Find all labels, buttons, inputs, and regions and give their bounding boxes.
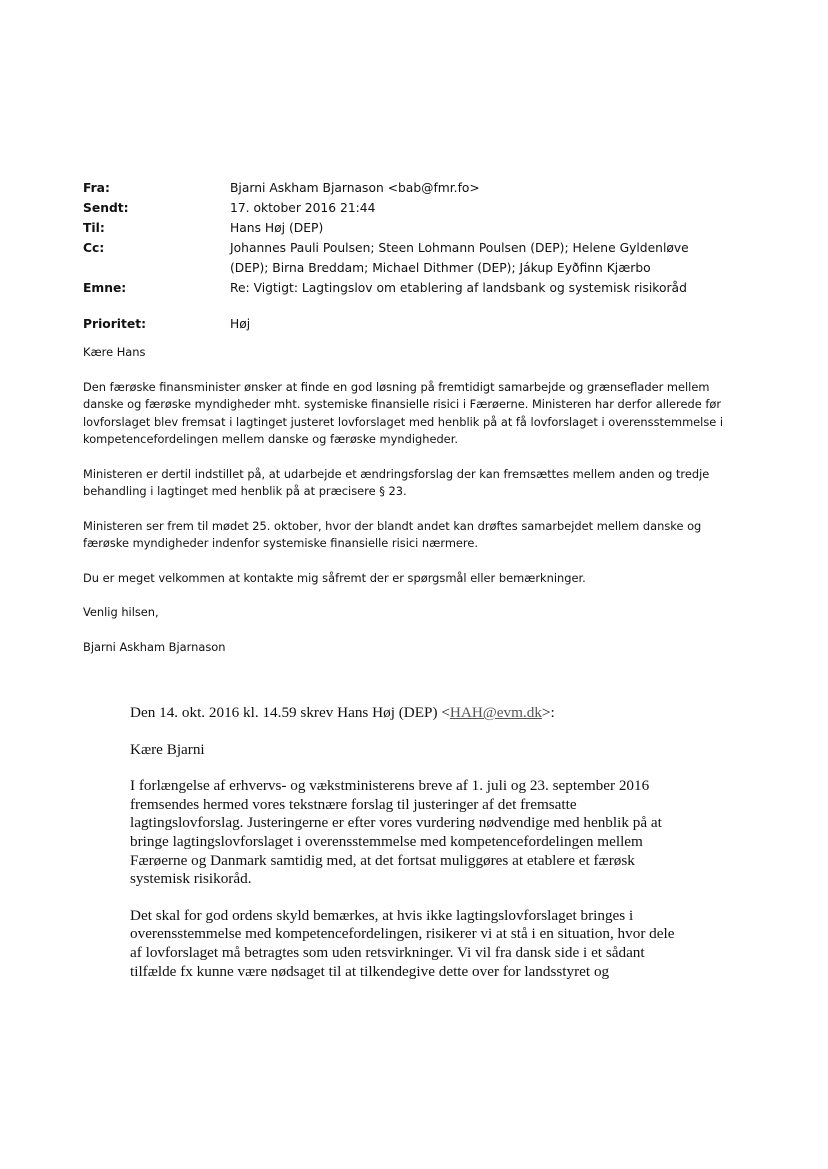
reply-paragraph: Du er meget velkommen at kontakte mig såfremt der er spørgsmål eller bemærkninger.	[83, 570, 586, 585]
subject-label: Emne:	[83, 281, 127, 295]
quoted-intro-suffix: >:	[541, 704, 555, 721]
reply-paragraph: Ministeren ser frem til mødet 25. oktober, hvor der blandt andet kan drøftes samarbejdet mellem danske og færøske myndigheder indenfor systemiske finansielle risici nærmere.	[83, 518, 702, 550]
reply-signature: Bjarni Askham Bjarnason	[83, 639, 226, 654]
email-header	[83, 178, 783, 334]
priority-label: Prioritet:	[83, 317, 147, 331]
quoted-paragraph: I forlængelse af erhvervs- og vækstministerens breve af 1. juli og 23. september 2016 fremsendes hermed vores tekstnære forslag til justeringer af det fremsatte lagtingslovforslag. Justeringerne er efter vores vurdering nødvendige med henblik på at bringe lagtingslovforslaget i overensstemmelse med kompetencefordelingen mellem Færøerne og Danmark samtidig med, at det fortsat muliggøres at etablere et færøsk systemisk risikoråd.	[130, 777, 662, 888]
cc-row	[83, 238, 783, 278]
quoted-intro-prefix: Den 14. okt. 2016 kl. 14.59 skrev Hans Høj (DEP) <	[130, 704, 450, 721]
reply-body	[83, 344, 733, 673]
subject-row	[83, 278, 783, 298]
sent-value: 17. oktober 2016 21:44	[230, 201, 376, 215]
to-value: Hans Høj (DEP)	[230, 221, 324, 235]
quoted-greeting: Kære Bjarni	[130, 740, 205, 758]
email-link[interactable]: HAH@evm.dk	[449, 704, 542, 721]
priority-value: Høj	[230, 317, 251, 331]
reply-paragraph: Den færøske finansminister ønsker at finde en god løsning på fremtidigt samarbejde og grænseflader mellem danske og færøske myndigheder mht. systemiske finansielle risici i Færøerne. Ministeren har derfor allerede før lovforslaget blev fremsat i lagtinget justeret lovforslaget med henblik på at få lovforslaget i overensstemmelse i kompetencefordelingen mellem danske og færøske myndigheder.	[83, 379, 724, 446]
reply-paragraph: Ministeren er dertil indstillet på, at udarbejde et ændringsforslag der kan fremsættes mellem anden og tredje behandling i lagtinget med henblik på at præcisere § 23.	[83, 466, 710, 498]
reply-closing: Venlig hilsen,	[83, 605, 159, 619]
from-label: Fra:	[83, 181, 110, 195]
quoted-paragraph: Det skal for god ordens skyld bemærkes, at hvis ikke lagtingslovforslaget bringes i overensstemmelse med kompetencefordelingen, risikerer vi at stå i en situation, hvor dele af lovforslaget må betragtes som uden retsvirkninger. Vi vil fra dansk side i et sådant tilfælde fx kunne være nødsaget til at tilkendegive dette over for landsstyret og	[130, 906, 675, 980]
subject-value: Re: Vigtigt: Lagtingslov om etablering af landsbank og systemisk risikoråd	[230, 281, 687, 295]
quoted-intro	[130, 704, 690, 723]
to-row	[83, 218, 783, 238]
from-value: Bjarni Askham Bjarnason <bab@fmr.fo>	[230, 181, 480, 195]
cc-value: Johannes Pauli Poulsen; Steen Lohmann Poulsen (DEP); Helene Gyldenløve (DEP); Birna Breddam; Michael Dithmer (DEP); Jákup Eyðfinn Kjærbo	[230, 241, 689, 275]
priority-row	[83, 314, 783, 334]
cc-label: Cc:	[83, 241, 105, 255]
to-label: Til:	[83, 221, 105, 235]
sent-label: Sendt:	[83, 201, 129, 215]
from-row	[83, 178, 783, 198]
quoted-message	[130, 704, 690, 999]
sent-row	[83, 198, 783, 218]
reply-greeting: Kære Hans	[83, 345, 146, 359]
